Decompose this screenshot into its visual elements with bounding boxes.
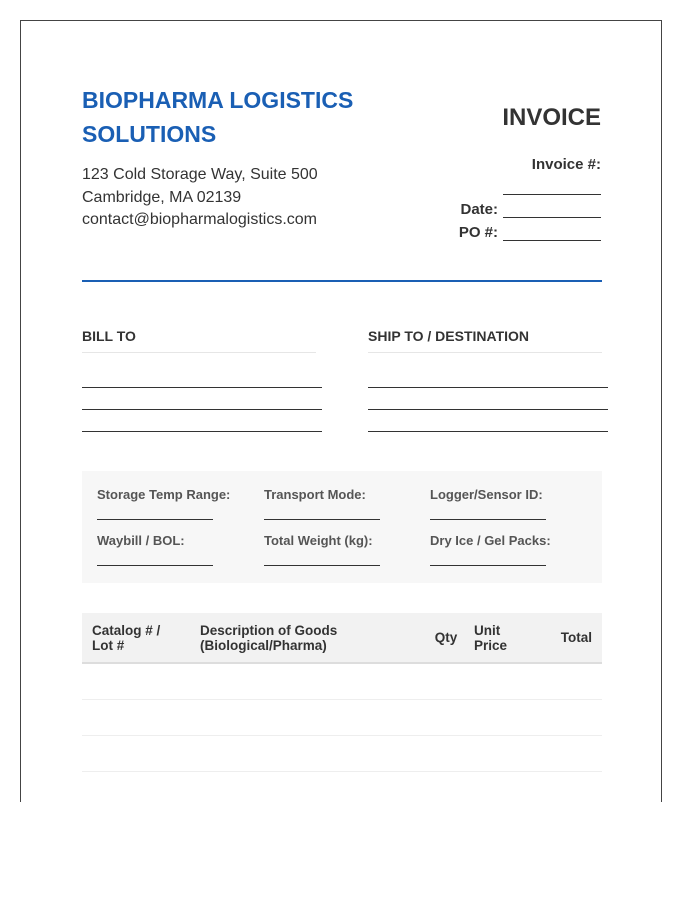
total-cell[interactable] xyxy=(534,699,602,735)
bill-to-line[interactable] xyxy=(82,410,322,432)
bill-to-section xyxy=(82,328,322,432)
transport-mode-field xyxy=(264,487,414,520)
transport-mode-input[interactable] xyxy=(264,502,380,520)
unit-price-cell[interactable] xyxy=(464,663,534,699)
address-line-city: Cambridge, MA 02139 xyxy=(82,188,242,206)
unit-price-header: Unit Price xyxy=(474,622,508,653)
address-line-street: 123 Cold Storage Way, Suite 500 xyxy=(82,166,318,183)
total-weight-label: Total Weight (kg): xyxy=(264,533,373,548)
description-cell[interactable] xyxy=(190,699,428,735)
catalog-lot-header: Catalog # / Lot # xyxy=(92,622,161,653)
logger-id-input[interactable] xyxy=(430,502,546,520)
line-items-table xyxy=(82,613,602,772)
po-field[interactable] xyxy=(503,225,601,241)
company-name: BIOPHARMA LOGISTICS SOLUTIONS xyxy=(82,87,354,147)
bill-to-line[interactable] xyxy=(82,388,322,410)
bill-to-heading: BILL TO xyxy=(82,328,316,353)
total-cell[interactable] xyxy=(534,663,602,699)
storage-temp-field xyxy=(97,487,247,520)
qty-cell[interactable] xyxy=(428,699,464,735)
line-items-body xyxy=(82,663,602,771)
dry-ice-label: Dry Ice / Gel Packs: xyxy=(430,533,551,548)
ship-to-line[interactable] xyxy=(368,366,608,388)
storage-temp-label: Storage Temp Range: xyxy=(97,487,231,502)
po-label: PO #: xyxy=(458,224,498,241)
total-header: Total xyxy=(560,630,592,645)
total-cell[interactable] xyxy=(534,735,602,771)
date-field[interactable] xyxy=(503,202,601,218)
po-row xyxy=(459,224,601,241)
bill-to-line[interactable] xyxy=(82,366,322,388)
qty-header: Qty xyxy=(434,630,458,645)
ship-to-line[interactable] xyxy=(368,388,608,410)
logger-id-label: Logger/Sensor ID: xyxy=(430,487,543,502)
date-row xyxy=(460,201,601,218)
table-row xyxy=(82,735,602,771)
logger-id-field xyxy=(430,487,580,520)
waybill-input[interactable] xyxy=(97,548,213,566)
total-weight-field xyxy=(264,533,414,566)
storage-temp-input[interactable] xyxy=(97,502,213,520)
invoice-number-field[interactable] xyxy=(503,194,601,195)
date-label: Date: xyxy=(460,201,498,218)
qty-cell[interactable] xyxy=(428,735,464,771)
description-cell[interactable] xyxy=(190,663,428,699)
table-row xyxy=(82,663,602,699)
catalog-cell[interactable] xyxy=(82,735,190,771)
ship-to-heading: SHIP TO / DESTINATION xyxy=(368,328,602,353)
waybill-field xyxy=(97,533,247,566)
header-divider xyxy=(82,280,602,282)
transport-mode-label: Transport Mode: xyxy=(264,487,366,502)
dry-ice-field xyxy=(430,533,580,566)
table-row xyxy=(82,699,602,735)
unit-price-cell[interactable] xyxy=(464,699,534,735)
catalog-cell[interactable] xyxy=(82,663,190,699)
dry-ice-input[interactable] xyxy=(430,548,546,566)
table-header-row xyxy=(82,613,602,663)
description-cell[interactable] xyxy=(190,735,428,771)
logistics-panel xyxy=(82,471,602,583)
invoice-title: INVOICE xyxy=(502,104,601,131)
waybill-label: Waybill / BOL: xyxy=(97,533,185,548)
ship-to-section xyxy=(368,328,608,432)
catalog-cell[interactable] xyxy=(82,699,190,735)
total-weight-input[interactable] xyxy=(264,548,380,566)
qty-cell[interactable] xyxy=(428,663,464,699)
description-header: Description of Goods (Biological/Pharma) xyxy=(200,622,338,653)
ship-to-line[interactable] xyxy=(368,410,608,432)
invoice-sheet xyxy=(20,20,662,802)
company-address xyxy=(82,164,382,232)
unit-price-cell[interactable] xyxy=(464,735,534,771)
address-line-email: contact@biopharmalogistics.com xyxy=(82,211,318,228)
invoice-number-label: Invoice #: xyxy=(531,156,601,173)
